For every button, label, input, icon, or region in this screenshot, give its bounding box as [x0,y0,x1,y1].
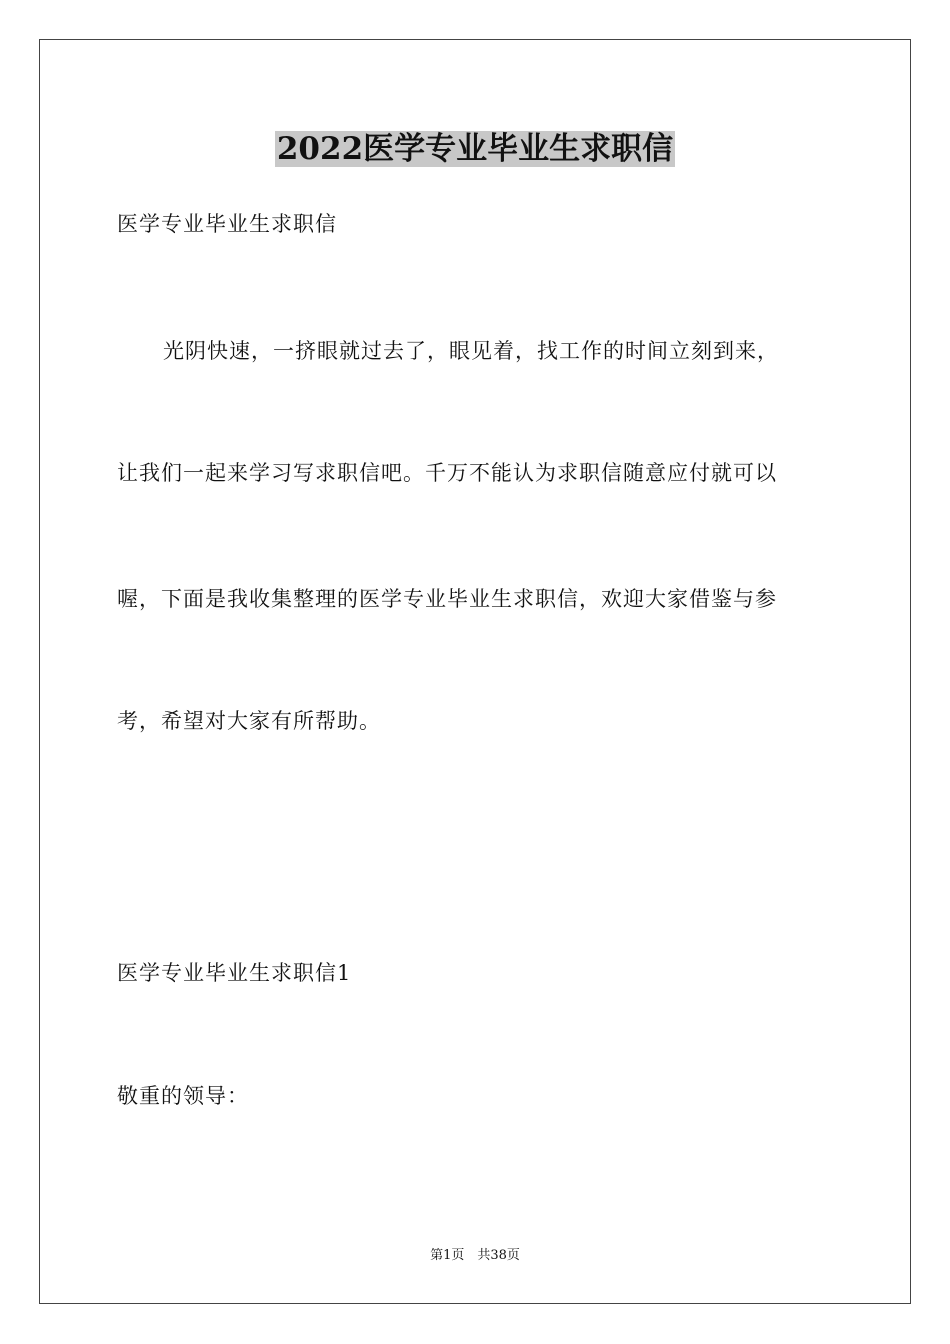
document-title [0,128,950,170]
document-subtitle: 医学专业毕业生求职信 [117,212,337,236]
intro-line-3: 喔，下面是我收集整理的医学专业毕业生求职信，欢迎大家借鉴与参 [117,587,777,611]
intro-line-2: 让我们一起来学习写求职信吧。千万不能认为求职信随意应付就可以 [117,461,777,485]
section-heading: 医学专业毕业生求职信1 [117,961,352,985]
intro-line-1: 光阴快速，一挤眼就过去了，眼见着，找工作的时间立刻到来， [163,339,779,363]
intro-line-4: 考，希望对大家有所帮助。 [117,709,381,733]
salutation: 敬重的领导： [117,1084,249,1108]
page-footer: 第1页 共38页 [430,1248,520,1263]
document-title-text: 2022医学专业毕业生求职信 [276,131,674,167]
